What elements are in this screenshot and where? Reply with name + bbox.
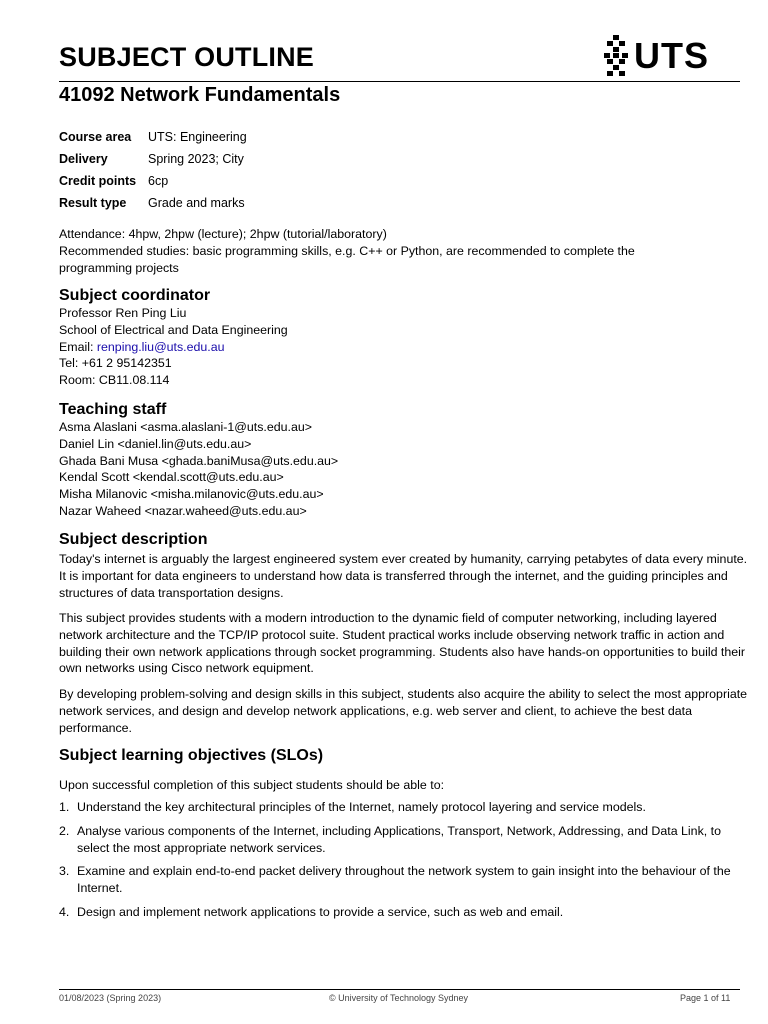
meta-row bbox=[59, 170, 247, 192]
slo-item bbox=[59, 863, 749, 897]
coordinator-room: Room: CB11.08.114 bbox=[59, 373, 170, 388]
footer-divider bbox=[59, 989, 740, 990]
meta-row bbox=[59, 126, 247, 148]
document-title: SUBJECT OUTLINE bbox=[59, 42, 315, 72]
staff-member: Ghada Bani Musa <ghada.baniMusa@uts.edu.au> bbox=[59, 453, 339, 468]
coordinator-email-line bbox=[59, 339, 749, 356]
staff-member: Asma Alaslani <asma.alaslani-1@uts.edu.au> bbox=[59, 420, 312, 434]
recommended-studies: Recommended studies: basic programming skills, e.g. C++ or Python, are recommended to complete the programming projects bbox=[59, 243, 635, 275]
coordinator-email-link[interactable]: renping.liu@uts.edu.au bbox=[96, 339, 225, 354]
staff-member: Nazar Waheed <nazar.waheed@uts.edu.au> bbox=[59, 503, 307, 518]
slo-number: 2. bbox=[59, 823, 70, 838]
meta-label: Result type bbox=[59, 196, 127, 210]
meta-value: UTS: Engineering bbox=[148, 130, 247, 144]
footer-copyright: © University of Technology Sydney bbox=[329, 993, 469, 1003]
slos-heading: Subject learning objectives (SLOs) bbox=[59, 747, 324, 764]
slo-text: Design and implement network applications to provide a service, such as web and email. bbox=[77, 904, 564, 919]
uts-crest-icon bbox=[604, 35, 628, 77]
meta-value: Grade and marks bbox=[148, 196, 245, 210]
coordinator-school: School of Electrical and Data Engineering bbox=[59, 322, 288, 337]
attendance-line: Attendance: 4hpw, 2hpw (lecture); 2hpw (tutorial/laboratory) bbox=[59, 227, 387, 241]
staff-member: Misha Milanovic <misha.milanovic@uts.edu.au> bbox=[59, 487, 324, 502]
logo-text: UTS bbox=[634, 35, 709, 76]
footer-date: 01/08/2023 (Spring 2023) bbox=[59, 993, 162, 1003]
teaching-staff-list bbox=[59, 419, 749, 520]
slo-number: 4. bbox=[59, 904, 70, 919]
coordinator-heading: Subject coordinator bbox=[59, 287, 211, 304]
slo-list bbox=[59, 799, 749, 928]
coordinator-tel: Tel: +61 2 95142351 bbox=[59, 356, 172, 371]
uts-logo bbox=[604, 35, 709, 77]
slo-number: 1. bbox=[59, 800, 70, 814]
coordinator-details bbox=[59, 305, 749, 389]
slo-number: 3. bbox=[59, 864, 70, 879]
meta-label: Delivery bbox=[59, 152, 108, 166]
slo-item bbox=[59, 799, 749, 816]
meta-row bbox=[59, 148, 247, 170]
subject-title: 41092 Network Fundamentals bbox=[59, 84, 341, 106]
email-label: Email: bbox=[59, 339, 94, 354]
meta-label: Course area bbox=[59, 130, 132, 144]
attendance-block bbox=[59, 226, 749, 276]
slo-text: Analyse various components of the Internet, including Applications, Transport, Network, Addressing, and Data Link, to select the most appropriate network services. bbox=[77, 823, 721, 855]
slos-intro: Upon successful completion of this subject students should be able to: bbox=[59, 778, 445, 792]
footer-page-number: Page 1 of 11 bbox=[680, 993, 731, 1003]
subject-meta-table bbox=[59, 126, 247, 214]
meta-label: Credit points bbox=[59, 174, 137, 188]
meta-row bbox=[59, 192, 247, 214]
staff-member: Daniel Lin <daniel.lin@uts.edu.au> bbox=[59, 436, 252, 451]
slo-item bbox=[59, 823, 749, 857]
staff-member: Kendal Scott <kendal.scott@uts.edu.au> bbox=[59, 470, 284, 485]
teaching-staff-heading: Teaching staff bbox=[59, 401, 167, 418]
description-heading: Subject description bbox=[59, 531, 208, 548]
meta-value: 6cp bbox=[148, 174, 169, 188]
slo-text: Examine and explain end-to-end packet delivery throughout the network system to gain insight into the behaviour of the Internet. bbox=[77, 864, 731, 896]
description-paragraph: Today's internet is arguably the largest engineered system ever created by humanity, carrying petabytes of data every minute. It is important for data engineers to understand how data is transferred through the internet, and the guiding principles and structures of data transportation designs. bbox=[59, 552, 748, 600]
description-paragraph: By developing problem-solving and design skills in this subject, students also acquire the ability to select the most appropriate network services, and design and develop network applications, e.g. web server and client, to achieve the best data performance. bbox=[59, 687, 748, 735]
coordinator-name: Professor Ren Ping Liu bbox=[59, 306, 187, 320]
slo-text: Understand the key architectural principles of the Internet, namely protocol layering and service models. bbox=[77, 800, 646, 814]
header-divider bbox=[59, 81, 740, 82]
meta-value: Spring 2023; City bbox=[148, 152, 244, 166]
slo-item bbox=[59, 904, 749, 921]
description-paragraph: This subject provides students with a modern introduction to the dynamic field of computer networking, including layered network architecture and the TCP/IP protocol suite. Student practical works include observing network traffic in action and building their own network applications through socket programming. Students also have hands-on opportunities to build their own networks using Cisco network equipment. bbox=[59, 611, 746, 676]
